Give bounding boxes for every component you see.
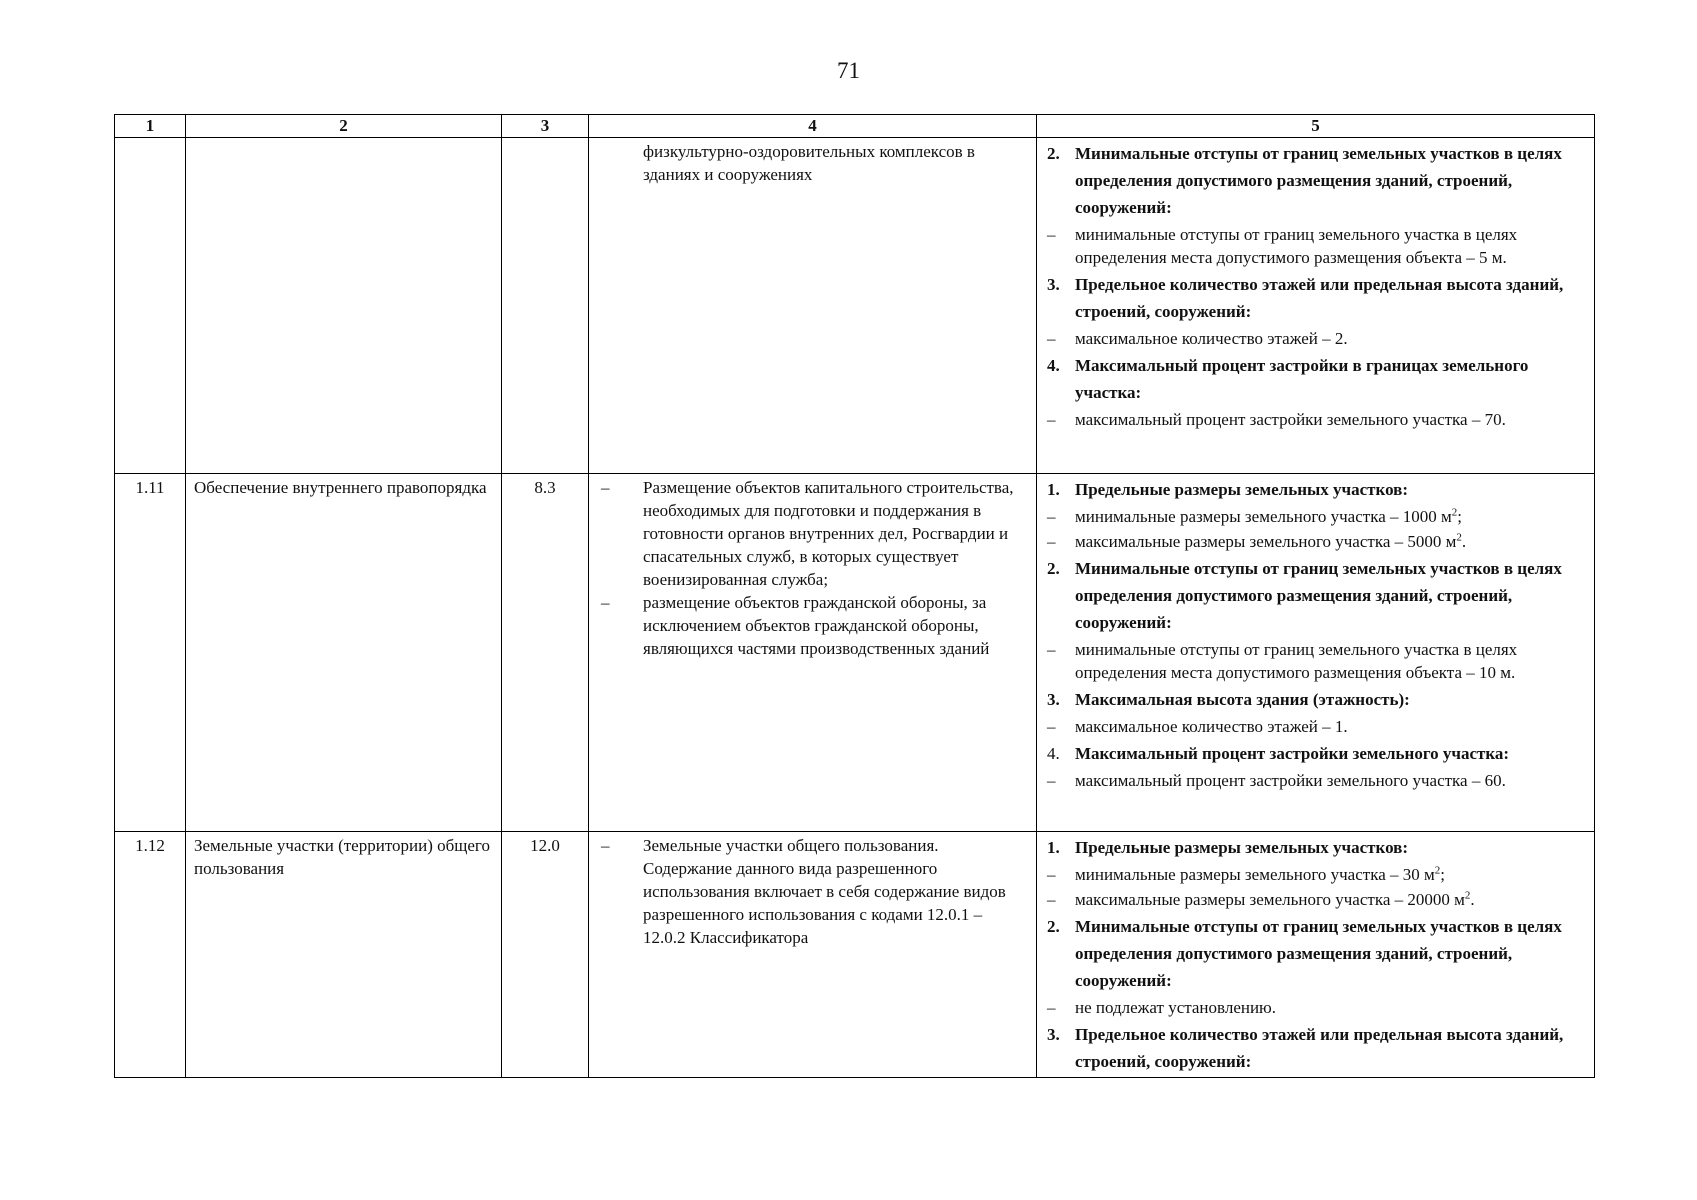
column-header: 4 <box>589 115 1037 138</box>
parameter-text: максимальный процент застройки земельного участка – 60. <box>1075 771 1506 790</box>
parameter-value <box>1047 505 1588 528</box>
parameter-value <box>1047 996 1588 1019</box>
parameter-text: Максимальная высота здания (этажность): <box>1075 690 1410 709</box>
row-number-cell: 1.11 <box>115 474 186 832</box>
parameter-text: Предельное количество этажей или предельная высота зданий, строений, сооружений: <box>1075 1025 1564 1071</box>
parameter-text: максимальные размеры земельного участка – 5000 м <box>1075 532 1457 551</box>
punctuation: . <box>1461 532 1467 551</box>
list-marker: 4. <box>1047 356 1060 375</box>
use-description-cell <box>589 832 1037 1078</box>
description-text: Размещение объектов капитального строительства, необходимых для подготовки и поддержания в готовности органов внутренних дел, Росгвардии и спасательных служб, в которых существует военизированная служба; <box>643 478 1014 589</box>
parameter-value <box>1047 638 1588 684</box>
list-marker: 1. <box>1047 838 1060 857</box>
list-marker: – <box>1047 717 1056 736</box>
parameter-value <box>1047 863 1588 886</box>
parameter-value <box>1047 327 1588 350</box>
unit-superscript: 2 <box>1451 506 1458 519</box>
parameter-text: Предельное количество этажей или предельная высота зданий, строений, сооружений: <box>1075 275 1564 321</box>
parameters-cell <box>1037 138 1595 474</box>
parameter-text: минимальные размеры земельного участка – 1000 м <box>1075 507 1452 526</box>
column-header: 3 <box>502 115 589 138</box>
use-name-cell: Обеспечение внутреннего правопорядка <box>186 474 502 832</box>
list-marker: – <box>1047 865 1056 884</box>
list-marker <box>597 140 643 186</box>
parameter-text: минимальные отступы от границ земельного участка в целях определения места допустимого размещения объекта – 5 м. <box>1075 225 1518 267</box>
parameter-text: максимальное количество этажей – 2. <box>1075 329 1348 348</box>
use-code-cell: 8.3 <box>502 474 589 832</box>
parameter-value <box>1047 223 1588 269</box>
list-marker: – <box>1047 532 1056 551</box>
parameter-text: Максимальный процент застройки в границах земельного участка: <box>1075 356 1529 402</box>
page-number: 71 <box>837 58 860 83</box>
parameter-heading <box>1047 1021 1588 1075</box>
table-row <box>115 138 1595 474</box>
row-number-cell <box>115 138 186 474</box>
parameter-heading <box>1047 140 1588 221</box>
unit-superscript: 2 <box>1456 531 1462 544</box>
use-code-cell: 12.0 <box>502 832 589 1078</box>
column-header: 2 <box>186 115 502 138</box>
list-marker: 1. <box>1047 480 1060 499</box>
list-marker: – <box>1047 998 1056 1017</box>
description-item <box>597 476 1028 591</box>
unit-superscript: 2 <box>1464 889 1471 902</box>
description-text: размещение объектов гражданской обороны, за исключением объектов гражданской обороны, являющихся частями производственных зданий <box>643 593 990 658</box>
description-text: Земельные участки общего пользования. Содержание данного вида разрешенного использования включает в себя содержание видов разрешенного использования с кодами 12.0.1 – 12.0.2 Классификатора <box>643 836 1006 947</box>
list-marker: 2. <box>1047 559 1060 578</box>
list-marker: – <box>601 593 610 612</box>
regulations-table <box>114 114 1595 1078</box>
list-marker: – <box>1047 890 1056 909</box>
description-item <box>597 591 1028 660</box>
parameter-value <box>1047 408 1588 431</box>
parameter-heading <box>1047 913 1588 994</box>
list-marker: – <box>601 836 610 855</box>
parameter-value <box>1047 769 1588 792</box>
use-description-cell <box>589 138 1037 474</box>
list-marker: 3. <box>1047 275 1060 294</box>
parameter-value <box>1047 715 1588 738</box>
description-item <box>597 140 1028 186</box>
parameter-heading <box>1047 686 1588 713</box>
parameter-text: Предельные размеры земельных участков: <box>1075 480 1409 499</box>
list-marker: 3. <box>1047 690 1060 709</box>
description-text: физкультурно-оздоровительных комплексов в зданиях и сооружениях <box>643 142 975 184</box>
punctuation: ; <box>1440 865 1445 884</box>
parameter-text: Максимальный процент застройки земельного участка: <box>1075 744 1510 763</box>
list-marker: – <box>1047 507 1056 526</box>
list-marker: – <box>1047 410 1056 429</box>
unit-superscript: 2 <box>1434 864 1441 877</box>
list-marker: – <box>1047 640 1056 659</box>
column-header: 1 <box>115 115 186 138</box>
list-marker: 3. <box>1047 1025 1060 1044</box>
parameter-text: не подлежат установлению. <box>1075 998 1277 1017</box>
list-marker: – <box>1047 329 1056 348</box>
column-header: 5 <box>1037 115 1595 138</box>
list-marker: – <box>601 478 610 497</box>
parameter-value <box>1047 888 1588 911</box>
parameters-cell <box>1037 832 1595 1078</box>
list-marker: – <box>1047 771 1056 790</box>
parameter-text: Минимальные отступы от границ земельных участков в целях определения допустимого размещения зданий, строений, сооружений: <box>1075 917 1562 990</box>
parameter-text: Предельные размеры земельных участков: <box>1075 838 1409 857</box>
parameter-heading <box>1047 271 1588 325</box>
punctuation: ; <box>1457 507 1462 526</box>
punctuation: . <box>1470 890 1475 909</box>
use-code-cell <box>502 138 589 474</box>
description-item <box>597 834 1028 949</box>
parameter-heading <box>1047 476 1588 503</box>
parameter-heading <box>1047 740 1588 767</box>
parameter-text: Минимальные отступы от границ земельных участков в целях определения допустимого размещения зданий, строений, сооружений: <box>1075 144 1562 217</box>
list-marker: 2. <box>1047 144 1060 163</box>
parameter-text: минимальные размеры земельного участка – 30 м <box>1075 865 1435 884</box>
list-marker: 4. <box>1047 744 1060 763</box>
list-marker: 2. <box>1047 917 1060 936</box>
parameter-heading <box>1047 352 1588 406</box>
parameter-text: максимальный процент застройки земельного участка – 70. <box>1075 410 1506 429</box>
table-row <box>115 474 1595 832</box>
parameter-text: максимальные размеры земельного участка – 20000 м <box>1075 890 1465 909</box>
use-description-cell <box>589 474 1037 832</box>
parameter-text: минимальные отступы от границ земельного участка в целях определения места допустимого размещения объекта – 10 м. <box>1075 640 1518 682</box>
parameter-value <box>1047 530 1588 553</box>
use-name-cell: Земельные участки (территории) общего пользования <box>186 832 502 1078</box>
parameter-text: максимальное количество этажей – 1. <box>1075 717 1348 736</box>
table-row <box>115 832 1595 1078</box>
list-marker: – <box>1047 225 1056 244</box>
parameters-cell <box>1037 474 1595 832</box>
table-header-row <box>115 115 1595 138</box>
parameter-text: Минимальные отступы от границ земельных участков в целях определения допустимого размещения зданий, строений, сооружений: <box>1075 559 1562 632</box>
parameter-heading <box>1047 555 1588 636</box>
row-number-cell: 1.12 <box>115 832 186 1078</box>
use-name-cell <box>186 138 502 474</box>
parameter-heading <box>1047 834 1588 861</box>
